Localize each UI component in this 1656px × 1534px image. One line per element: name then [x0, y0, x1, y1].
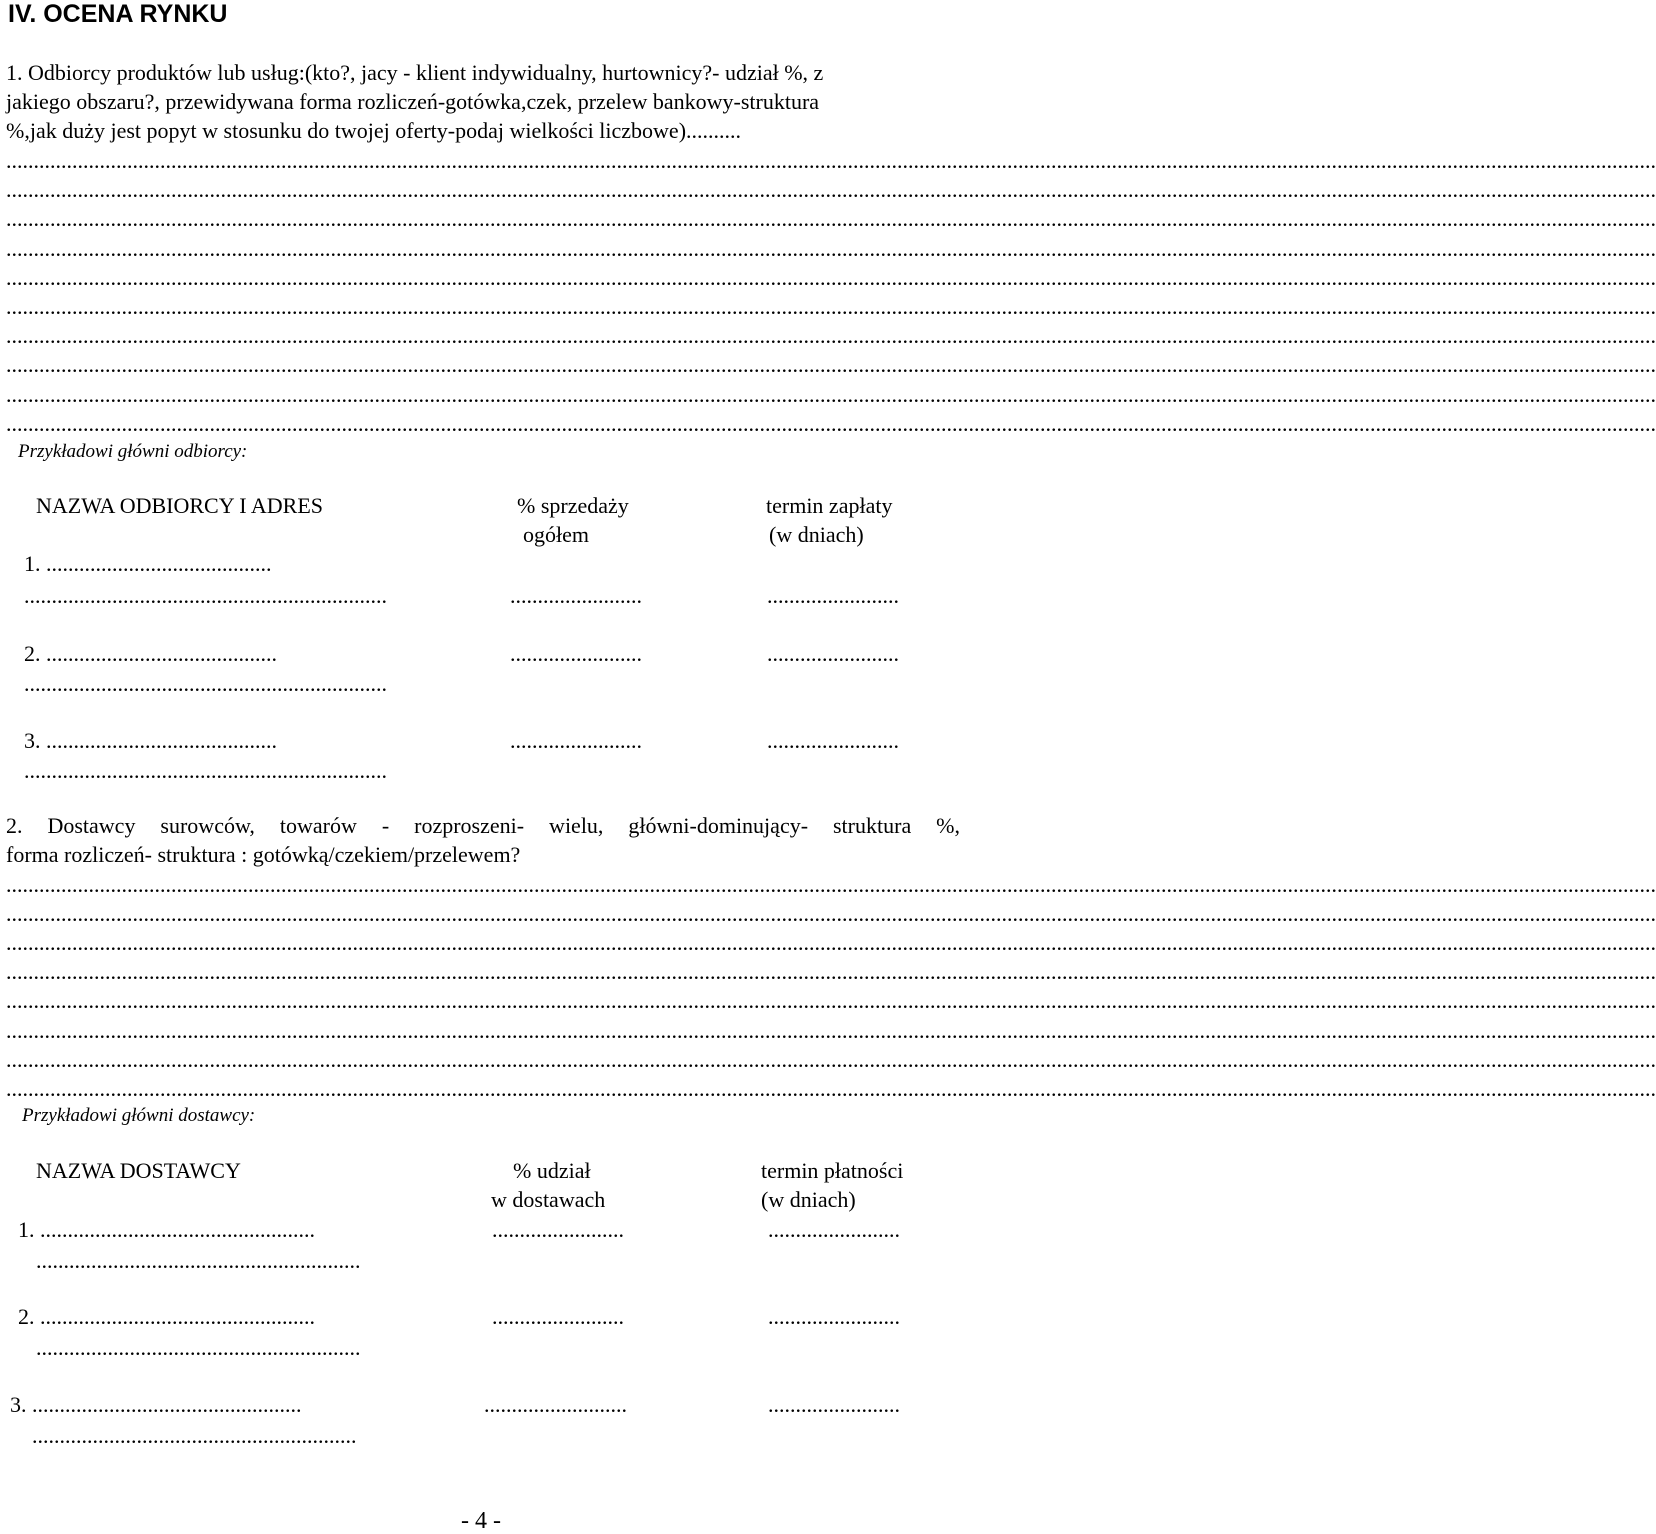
row-2-address: .................................................................. [24, 671, 387, 696]
answer-line: ............................................................................................................................................................................................................................................................................................................ [6, 294, 1656, 319]
row-3-address: .................................................................. [24, 758, 387, 783]
section-title: IV. OCENA RYNKU [8, 0, 228, 28]
row-3-share: .......................... [484, 1392, 627, 1417]
answer-line: ............................................................................................................................................................................................................................................................................................................ [6, 872, 1656, 897]
column-header-share: % udział [513, 1158, 591, 1183]
examples-label: Przykładowi główni dostawcy: [22, 1105, 256, 1126]
column-header-term: termin zapłaty [766, 493, 893, 518]
answer-line: ............................................................................................................................................................................................................................................................................................................ [6, 410, 1656, 436]
row-3-term: ........................ [768, 1392, 900, 1417]
row-2-term: ........................ [767, 641, 899, 666]
column-header-name: NAZWA ODBIORCY I ADRES [36, 493, 324, 518]
answer-line: ............................................................................................................................................................................................................................................................................................................ [6, 352, 1656, 378]
row-3-address: ........................................................... [32, 1423, 357, 1448]
answer-line: ............................................................................................................................................................................................................................................................................................................ [6, 988, 1656, 1014]
row-2-term: ........................ [768, 1304, 900, 1329]
row-1-share: ........................ [510, 583, 642, 608]
question-1-line-2: jakiego obszaru?, przewidywana forma rozliczeń-gotówka,czek, przelew bankowy-struktura [6, 89, 820, 114]
question-2-line-1: 2. Dostawcy surowców, towarów - rozproszeni- wielu, główni-dominujący- struktura %, [6, 813, 960, 838]
row-1-term: ........................ [768, 1217, 900, 1242]
row-2-name: 2. .................................................. [18, 1304, 315, 1329]
column-header-term-sub: (w dniach) [769, 522, 864, 547]
row-3-term: ........................ [767, 728, 899, 753]
page-number: - 4 - [461, 1508, 501, 1534]
column-header-share-sub: ogółem [523, 522, 589, 547]
answer-line: ............................................................................................................................................................................................................................................................................................................ [6, 177, 1656, 203]
examples-label: Przykładowi główni odbiorcy: [18, 441, 248, 462]
row-1-address: ........................................................... [36, 1248, 361, 1273]
row-3-name: 3. .......................................... [24, 728, 277, 753]
row-2-share: ........................ [510, 641, 642, 666]
column-header-term: termin płatności [761, 1158, 904, 1183]
row-2-address: ........................................................... [36, 1335, 361, 1360]
row-3-name: 3. ................................................. [10, 1392, 302, 1417]
answer-line: ............................................................................................................................................................................................................................................................................................................ [6, 1017, 1656, 1043]
answer-line: ............................................................................................................................................................................................................................................................................................................ [6, 1046, 1656, 1072]
column-header-term-sub: (w dniach) [761, 1187, 856, 1212]
answer-line: ............................................................................................................................................................................................................................................................................................................ [6, 901, 1656, 927]
column-header-share-sub: w dostawach [491, 1187, 606, 1212]
answer-line: ............................................................................................................................................................................................................................................................................................................ [6, 959, 1656, 985]
answer-line: ............................................................................................................................................................................................................................................................................................................ [6, 1075, 1656, 1101]
row-2-name: 2. .......................................... [24, 641, 277, 666]
answer-line: ............................................................................................................................................................................................................................................................................................................ [6, 206, 1656, 232]
row-1-name: 1. .................................................. [18, 1217, 315, 1242]
column-header-share: % sprzedaży [517, 493, 629, 518]
answer-line: ............................................................................................................................................................................................................................................................................................................ [6, 148, 1656, 173]
question-1-line-3: %,jak duży jest popyt w stosunku do twojej oferty-podaj wielkości liczbowe).......... [6, 118, 742, 143]
row-1-term: ........................ [767, 583, 899, 608]
answer-line: ............................................................................................................................................................................................................................................................................................................ [6, 930, 1656, 956]
answer-line: ............................................................................................................................................................................................................................................................................................................ [6, 381, 1656, 407]
answer-line: ............................................................................................................................................................................................................................................................................................................ [6, 323, 1656, 349]
row-3-share: ........................ [510, 728, 642, 753]
question-2-line-2: forma rozliczeń- struktura : gotówką/czekiem/przelewem? [6, 842, 521, 867]
answer-line: ............................................................................................................................................................................................................................................................................................................ [6, 235, 1656, 261]
column-header-name: NAZWA DOSTAWCY [36, 1158, 241, 1183]
answer-line: ............................................................................................................................................................................................................................................................................................................ [6, 264, 1656, 290]
question-1-line-1: 1. Odbiorcy produktów lub usług:(kto?, jacy - klient indywidualny, hurtownicy?- udział %, z [6, 60, 824, 85]
row-2-share: ........................ [492, 1304, 624, 1329]
row-1-share: ........................ [492, 1217, 624, 1242]
row-1-address: .................................................................. [24, 583, 387, 608]
row-1-name: 1. ......................................... [24, 551, 272, 576]
